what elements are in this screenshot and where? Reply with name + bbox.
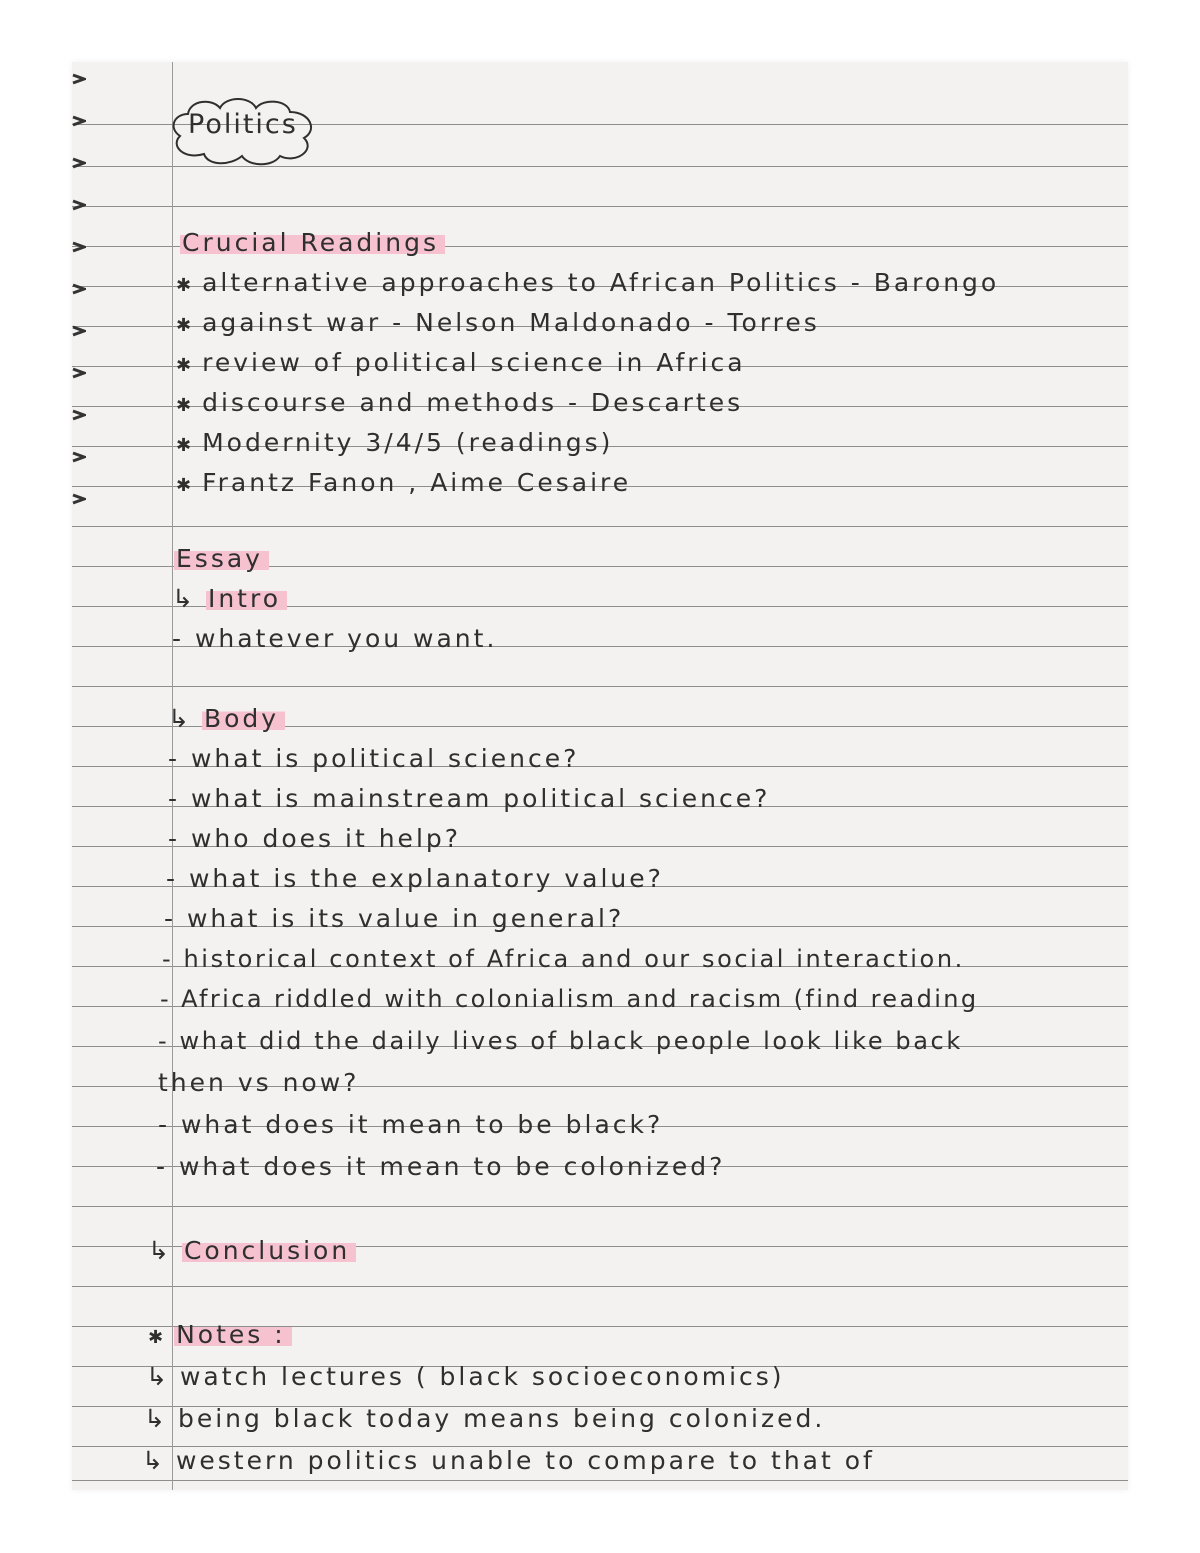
spiral-ring-icon	[72, 408, 86, 418]
note-item-text: western politics unable to compare to that of	[175, 1446, 875, 1475]
reading-item	[176, 308, 820, 341]
return-arrow-icon: ↳	[172, 584, 196, 613]
page-title: Politics	[188, 109, 298, 140]
conclusion-label	[148, 1236, 356, 1266]
spiral-ring-icon	[72, 156, 86, 166]
bullet-icon: ✱	[176, 355, 195, 376]
body-label	[168, 704, 285, 734]
ruled-line	[72, 1206, 1128, 1207]
spiral-ring-icon	[72, 72, 86, 82]
note-item	[142, 1446, 875, 1476]
bullet-icon: ✱	[148, 1327, 167, 1348]
note-item	[146, 1362, 785, 1392]
note-item-text: watch lectures ( black socioeconomics)	[179, 1362, 785, 1391]
readings-heading	[180, 228, 445, 258]
spiral-ring-icon	[72, 366, 86, 376]
intro-label-text: Intro	[206, 584, 287, 613]
return-arrow-icon: ↳	[148, 1236, 172, 1265]
reading-item-text: against war - Nelson Maldonado - Torres	[202, 308, 820, 337]
ruled-line	[72, 1480, 1128, 1481]
bullet-icon: ✱	[176, 395, 195, 416]
reading-item	[176, 348, 746, 381]
reading-item	[176, 468, 631, 501]
reading-item	[176, 428, 613, 461]
body-item: - what is the explanatory value?	[166, 864, 664, 893]
reading-item-text: review of political science in Africa	[202, 348, 746, 377]
body-item: - who does it help?	[168, 824, 462, 853]
reading-item-text: alternative approaches to African Politics - Barongo	[202, 268, 1000, 297]
body-item: - what is political science?	[168, 744, 580, 773]
body-item: then vs now?	[158, 1068, 360, 1097]
conclusion-label-text: Conclusion	[182, 1236, 356, 1265]
spiral-ring-icon	[72, 240, 86, 250]
reading-item-text: discourse and methods - Descartes	[202, 388, 744, 417]
return-arrow-icon: ↳	[142, 1446, 166, 1475]
spiral-ring-icon	[72, 114, 86, 124]
essay-heading	[174, 544, 269, 574]
body-item: - what is mainstream political science?	[168, 784, 771, 813]
notebook-page	[72, 62, 1128, 1490]
return-arrow-icon: ↳	[168, 704, 192, 733]
essay-heading-text: Essay	[174, 544, 269, 573]
readings-heading-text: Crucial Readings	[180, 228, 445, 257]
body-item: - what does it mean to be black?	[158, 1110, 664, 1139]
intro-label	[172, 584, 287, 614]
body-item: - historical context of Africa and our social interaction.	[162, 945, 965, 973]
note-item	[144, 1404, 825, 1434]
spiral-ring-icon	[72, 450, 86, 460]
bullet-icon: ✱	[176, 275, 195, 296]
notes-heading	[148, 1320, 292, 1353]
reading-item	[176, 268, 999, 301]
spiral-ring-icon	[72, 492, 86, 502]
intro-item: - whatever you want.	[172, 624, 498, 653]
return-arrow-icon: ↳	[146, 1362, 170, 1391]
body-label-text: Body	[202, 704, 285, 733]
body-item: - Africa riddled with colonialism and racism (find reading	[160, 985, 979, 1013]
ruled-line	[72, 206, 1128, 207]
spiral-ring-icon	[72, 198, 86, 208]
body-item: - what does it mean to be colonized?	[156, 1152, 726, 1181]
bullet-icon: ✱	[176, 435, 195, 456]
reading-item-text: Frantz Fanon , Aime Cesaire	[202, 468, 632, 497]
ruled-line	[72, 1286, 1128, 1287]
return-arrow-icon: ↳	[144, 1404, 168, 1433]
body-item: - what is its value in general?	[164, 904, 625, 933]
notes-heading-text: Notes :	[174, 1320, 292, 1349]
margin-line	[172, 62, 173, 1490]
ruled-line	[72, 686, 1128, 687]
bullet-icon: ✱	[176, 475, 195, 496]
reading-item-text: Modernity 3/4/5 (readings)	[202, 428, 614, 457]
note-item-text: being black today means being colonized.	[177, 1404, 826, 1433]
reading-item	[176, 388, 743, 421]
spiral-ring-icon	[72, 282, 86, 292]
body-item: - what did the daily lives of black people look like back	[158, 1027, 963, 1055]
bullet-icon: ✱	[176, 315, 195, 336]
ruled-line	[72, 526, 1128, 527]
spiral-ring-icon	[72, 324, 86, 334]
